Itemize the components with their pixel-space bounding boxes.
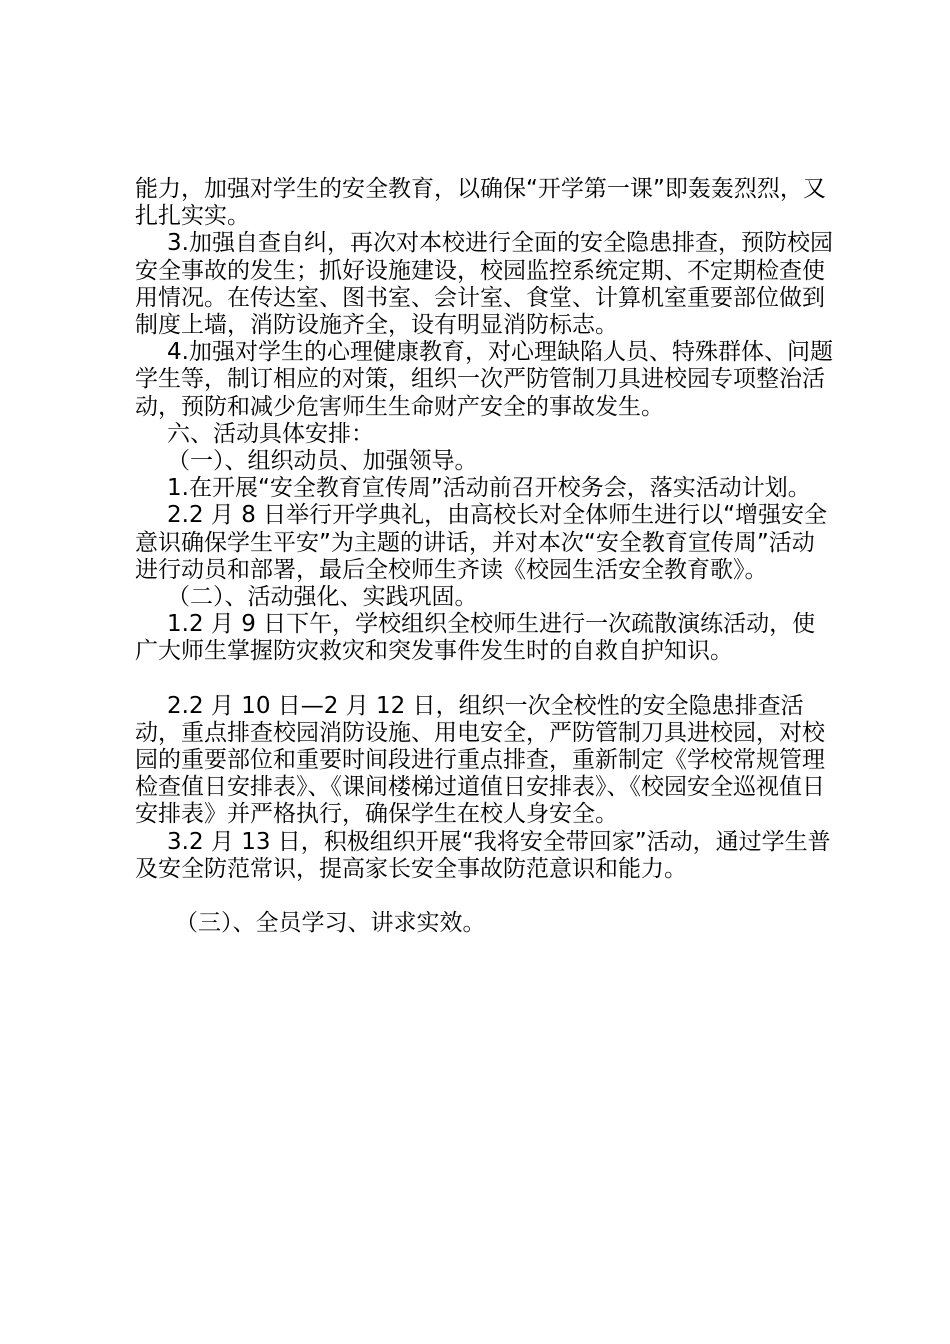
paragraph-safety-home: 3.2 月 13 日，积极组织开展“我将安全带回家”活动，通过学生普及安全防范常识，提高家长安全事故防范意识和能力。 (135, 828, 831, 882)
paragraph-item-4: 4.加强对学生的心理健康教育，对心理缺陷人员、特殊群体、问题学生等，制订相应的对策，组织一次严防管制刀具进校园专项整治活动，预防和减少危害师生生命财产安全的事故发生。 (135, 339, 833, 420)
paragraph-continuation: 能力，加强对学生的安全教育，以确保“开学第一课”即轰轰烈烈，又扎扎实实。 (135, 176, 826, 230)
paragraph-spacer (135, 666, 835, 693)
section-heading-six: 六、活动具体安排： (167, 420, 374, 447)
subsection-heading-three: （三）、全员学习、讲求实效。 (175, 910, 486, 937)
paragraph-item-1: 1.在开展“安全教育宣传周”活动前召开校务会，落实活动计划。 (167, 475, 811, 502)
subsection-heading-two: （二）、活动强化、实践巩固。 (167, 584, 478, 611)
paragraph-spacer (135, 883, 835, 910)
paragraph-inspection: 2.2 月 10 日—2 月 12 日，组织一次全校性的安全隐患排查活动，重点排查校园消防设施、用电安全，严防管制刀具进校园，对校园的重要部位和重要时间段进行重点排查，重新制定《学校常规管理检查值日安排表》、《课间楼梯过道值日安排表》、《校园安全巡视值日安排表》并严格执行，确保学生在校人身安全。 (135, 692, 825, 828)
paragraph-item-2: 2.2 月 8 日举行开学典礼，由高校长对全体师生进行以“增强安全意识确保学生平安”为主题的讲话，并对本次“安全教育宣传周”活动进行动员和部署，最后全校师生齐读《校园生活安全教育歌》。 (135, 502, 828, 583)
paragraph-drill: 1.2 月 9 日下午，学校组织全校师生进行一次疏散演练活动，使广大师生掌握防灾救灾和突发事件发生时的自救自护知识。 (135, 611, 816, 665)
document-page (135, 176, 835, 937)
paragraph-item-3: 3.加强自查自纠，再次对本校进行全面的安全隐患排查，预防校园安全事故的发生；抓好设施建设，校园监控系统定期、不定期检查使用情况。在传达室、图书室、会计室、食堂、计算机室重要部位做到制度上墙，消防设施齐全，设有明显消防标志。 (135, 230, 833, 339)
subsection-heading-one: （一）、组织动员、加强领导。 (167, 448, 478, 475)
